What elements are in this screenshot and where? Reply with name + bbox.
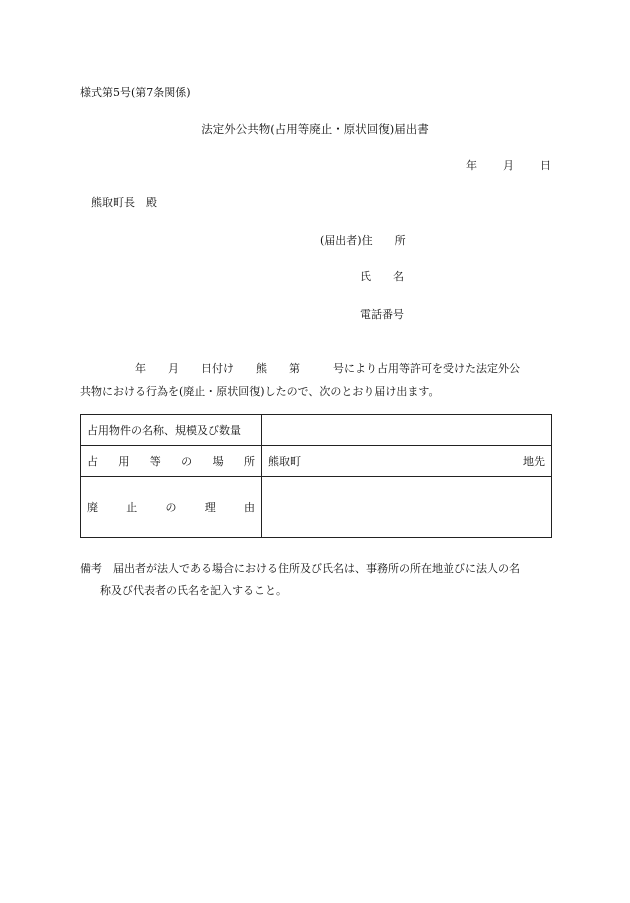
row3-label-char: 廃 xyxy=(87,501,98,514)
applicant-name-label: 氏 名 xyxy=(360,270,404,283)
date-month: 月 xyxy=(503,159,514,172)
remarks-line-2: 称及び代表者の氏名を記入すること。 xyxy=(100,584,287,597)
row3-value[interactable] xyxy=(262,477,552,538)
town-name: 熊取町 xyxy=(268,455,301,468)
row2-label-char: 用 xyxy=(118,455,130,468)
remarks-line-1: 備考 届出者が法人である場合における住所及び氏名は、事務所の所在地並びに法人の名 xyxy=(80,562,520,575)
form-title: 法定外公共物(占用等廃止・原状回復)届出書 xyxy=(201,122,429,136)
row2-label-char: 等 xyxy=(149,455,161,468)
row3-label-char: 由 xyxy=(244,501,255,514)
row2-label xyxy=(81,446,262,477)
row1-label: 占用物件の名称、規模及び数量 xyxy=(81,415,262,446)
row3-label xyxy=(81,477,262,538)
date-line xyxy=(466,157,551,173)
date-year: 年 xyxy=(466,159,477,172)
form-number: 様式第5号(第7条関係) xyxy=(80,86,191,99)
row3-label-char: 止 xyxy=(126,501,138,514)
body-text xyxy=(80,357,550,403)
remarks xyxy=(80,558,520,602)
applicant-phone-label: 電話番号 xyxy=(360,308,404,321)
location-suffix: 地先 xyxy=(523,455,545,468)
row2-label-char: 占 xyxy=(87,455,98,468)
addressee: 熊取町長 殿 xyxy=(91,196,157,209)
date-day: 日 xyxy=(540,159,551,172)
row2-label-char: 所 xyxy=(243,455,255,468)
row2-value[interactable] xyxy=(262,446,552,477)
applicant-address-label: (届出者)住 所 xyxy=(320,234,406,247)
table-row xyxy=(81,446,552,477)
row3-label-char: の xyxy=(165,501,177,514)
table-row xyxy=(81,415,552,446)
table-row xyxy=(81,477,552,538)
row3-label-char: 理 xyxy=(204,501,216,514)
row2-label-char: 場 xyxy=(212,455,224,468)
body-line-2: 共物における行為を(廃止・原状回復)したので、次のとおり届け出ます。 xyxy=(80,385,440,398)
body-line-1: 年 月 日付け 熊 第 号により占用等許可を受けた法定外公 xyxy=(80,362,520,375)
row1-value[interactable] xyxy=(262,415,552,446)
row2-label-char: の xyxy=(181,455,193,468)
form-table xyxy=(80,414,552,538)
